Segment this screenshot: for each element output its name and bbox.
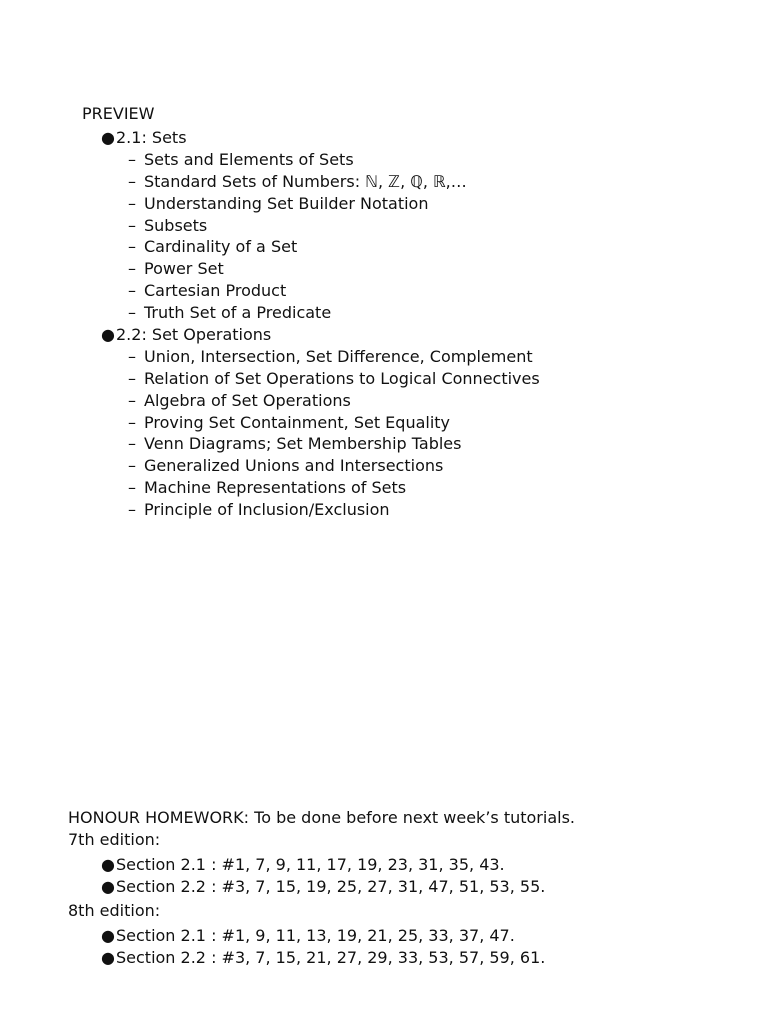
exercise-item [68,854,575,876]
homework-title: HONOUR HOMEWORK: To be done before next week’s tutorials. [68,808,575,827]
dash-icon: – [128,434,136,454]
topic-label: Machine Representations of Sets [144,478,407,498]
dash-icon: – [128,368,136,388]
exercise-list [68,854,575,898]
topic-item [116,346,540,368]
edition-label: 7th edition: [68,830,161,849]
topic-item [116,193,540,215]
bullet-icon: ● [101,926,115,945]
bullet-icon: ● [101,325,115,345]
dash-icon: – [128,303,136,323]
topic-list [116,346,540,521]
topic-label: Understanding Set Builder Notation [144,193,429,213]
topic-item [116,149,540,171]
dash-icon: – [128,346,136,366]
dash-icon: – [128,281,136,301]
topic-label: Standard Sets of Numbers: ℕ, ℤ, ℚ, ℝ,… [144,171,467,191]
dash-icon: – [128,215,136,235]
topic-label: Union, Intersection, Set Difference, Complement [144,346,533,366]
exercise-label: Section 2.1 : #1, 7, 9, 11, 17, 19, 23, 31, 35, 43. [116,855,505,874]
section-item [82,127,540,324]
dash-icon: – [128,390,136,410]
section-item [82,324,540,521]
bullet-icon: ● [101,855,115,874]
bullet-icon: ● [101,128,115,147]
homework-block [68,807,575,971]
topic-label: Principle of Inclusion/Exclusion [144,500,390,520]
topic-label: Algebra of Set Operations [144,390,351,410]
exercise-label: Section 2.2 : #3, 7, 15, 19, 25, 27, 31, 47, 51, 53, 55. [116,877,546,896]
exercise-label: Section 2.2 : #3, 7, 15, 21, 27, 29, 33, 53, 57, 59, 61. [116,948,546,967]
topic-label: Subsets [144,215,208,235]
topic-label: Relation of Set Operations to Logical Connectives [144,368,540,388]
dash-icon: – [128,478,136,498]
topic-label: Cartesian Product [144,281,287,301]
topic-item [116,215,540,237]
exercise-item [68,947,575,969]
exercise-label: Section 2.1 : #1, 9, 11, 13, 19, 21, 25, 33, 37, 47. [116,926,515,945]
topic-label: Venn Diagrams; Set Membership Tables [144,434,462,454]
topic-item [116,258,540,280]
topic-item [116,171,540,193]
bullet-icon: ● [101,877,115,896]
preview-block [82,103,540,521]
dash-icon: – [128,171,136,191]
dash-icon: – [128,456,136,476]
topic-label: Proving Set Containment, Set Equality [144,412,451,432]
topic-item [116,455,540,477]
dash-icon: – [128,149,136,169]
exercise-list [68,925,575,969]
section-label: 2.2: Set Operations [116,325,272,345]
bullet-icon: ● [101,948,115,967]
topic-item [116,390,540,412]
topic-label: Cardinality of a Set [144,237,298,257]
dash-icon: – [128,412,136,432]
topic-item [116,499,540,521]
dash-icon: – [128,237,136,257]
topic-label: Truth Set of a Predicate [144,303,332,323]
topic-label: Generalized Unions and Intersections [144,456,444,476]
topic-item [116,302,540,324]
topic-item [116,236,540,258]
exercise-item [68,876,575,898]
preview-heading: PREVIEW [82,104,155,123]
topic-item [116,368,540,390]
section-list [82,127,540,521]
topic-item [116,280,540,302]
dash-icon: – [128,193,136,213]
exercise-item [68,925,575,947]
topic-label: Power Set [144,259,224,279]
topic-item [116,412,540,434]
edition-label: 8th edition: [68,901,161,920]
dash-icon: – [128,259,136,279]
topic-list [116,149,540,324]
dash-icon: – [128,500,136,520]
topic-item [116,477,540,499]
topic-label: Sets and Elements of Sets [144,149,354,169]
section-label: 2.1: Sets [116,128,187,147]
topic-item [116,433,540,455]
